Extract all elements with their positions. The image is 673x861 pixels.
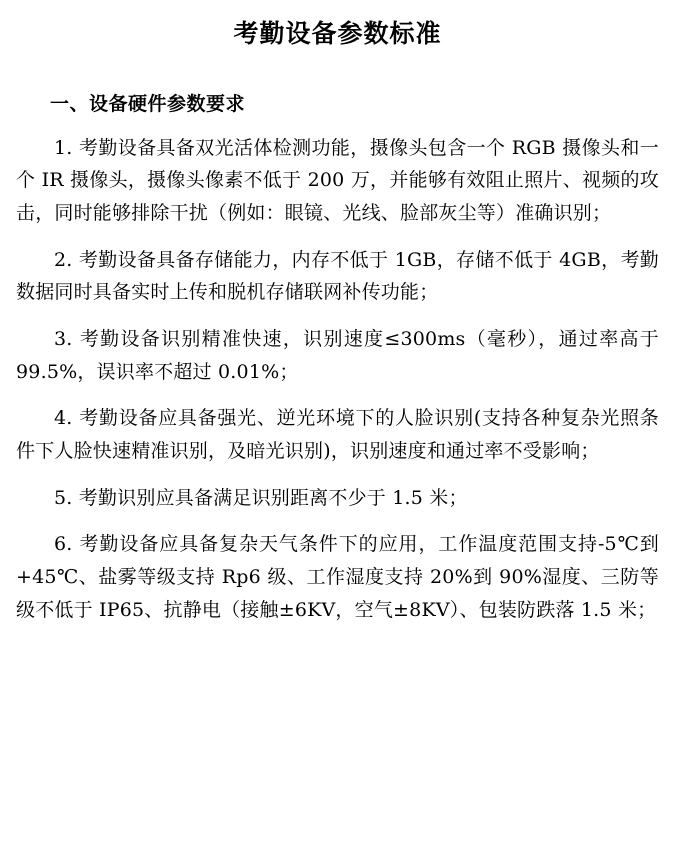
paragraph-2: 2. 考勤设备具备存储能力，内存不低于 1GB，存储不低于 4GB，考勤数据同时具备实时上传和脱机存储联网补传功能； <box>16 248 659 304</box>
page-title: 考勤设备参数标准 <box>233 19 442 48</box>
section-heading: 一、设备硬件参数要求 <box>50 92 246 115</box>
paragraph-3: 3. 考勤设备识别精准快速，识别速度≤300ms（毫秒），通过率高于 99.5%，误识率不超过 0.01%； <box>16 327 659 383</box>
paragraph-5: 5. 考勤识别应具备满足识别距离不少于 1.5 米； <box>54 486 468 509</box>
document-page <box>0 18 673 861</box>
paragraph-6: 6. 考勤设备应具备复杂天气条件下的应用，工作温度范围支持-5℃到+45℃、盐雾等级支持 Rp6 级、工作湿度支持 20%到 90%湿度、三防等级不低于 IP65、抗静电（接触±6KV，空气±8KV）、包装防跌落 1.5 米； <box>16 533 659 621</box>
paragraph-4: 4. 考勤设备应具备强光、逆光环境下的人脸识别(支持各种复杂光照条件下人脸快速精准识别，及暗光识别)，识别速度和通过率不受影响； <box>16 407 659 462</box>
paragraph-1: 1. 考勤设备具备双光活体检测功能，摄像头包含一个 RGB 摄像头和一个 IR 摄像头，摄像头像素不低于 200 万，并能够有效阻止照片、视频的攻击，同时能够排除干扰（例如：眼镜、光线、脸部灰尘等）准确识别； <box>16 136 659 224</box>
